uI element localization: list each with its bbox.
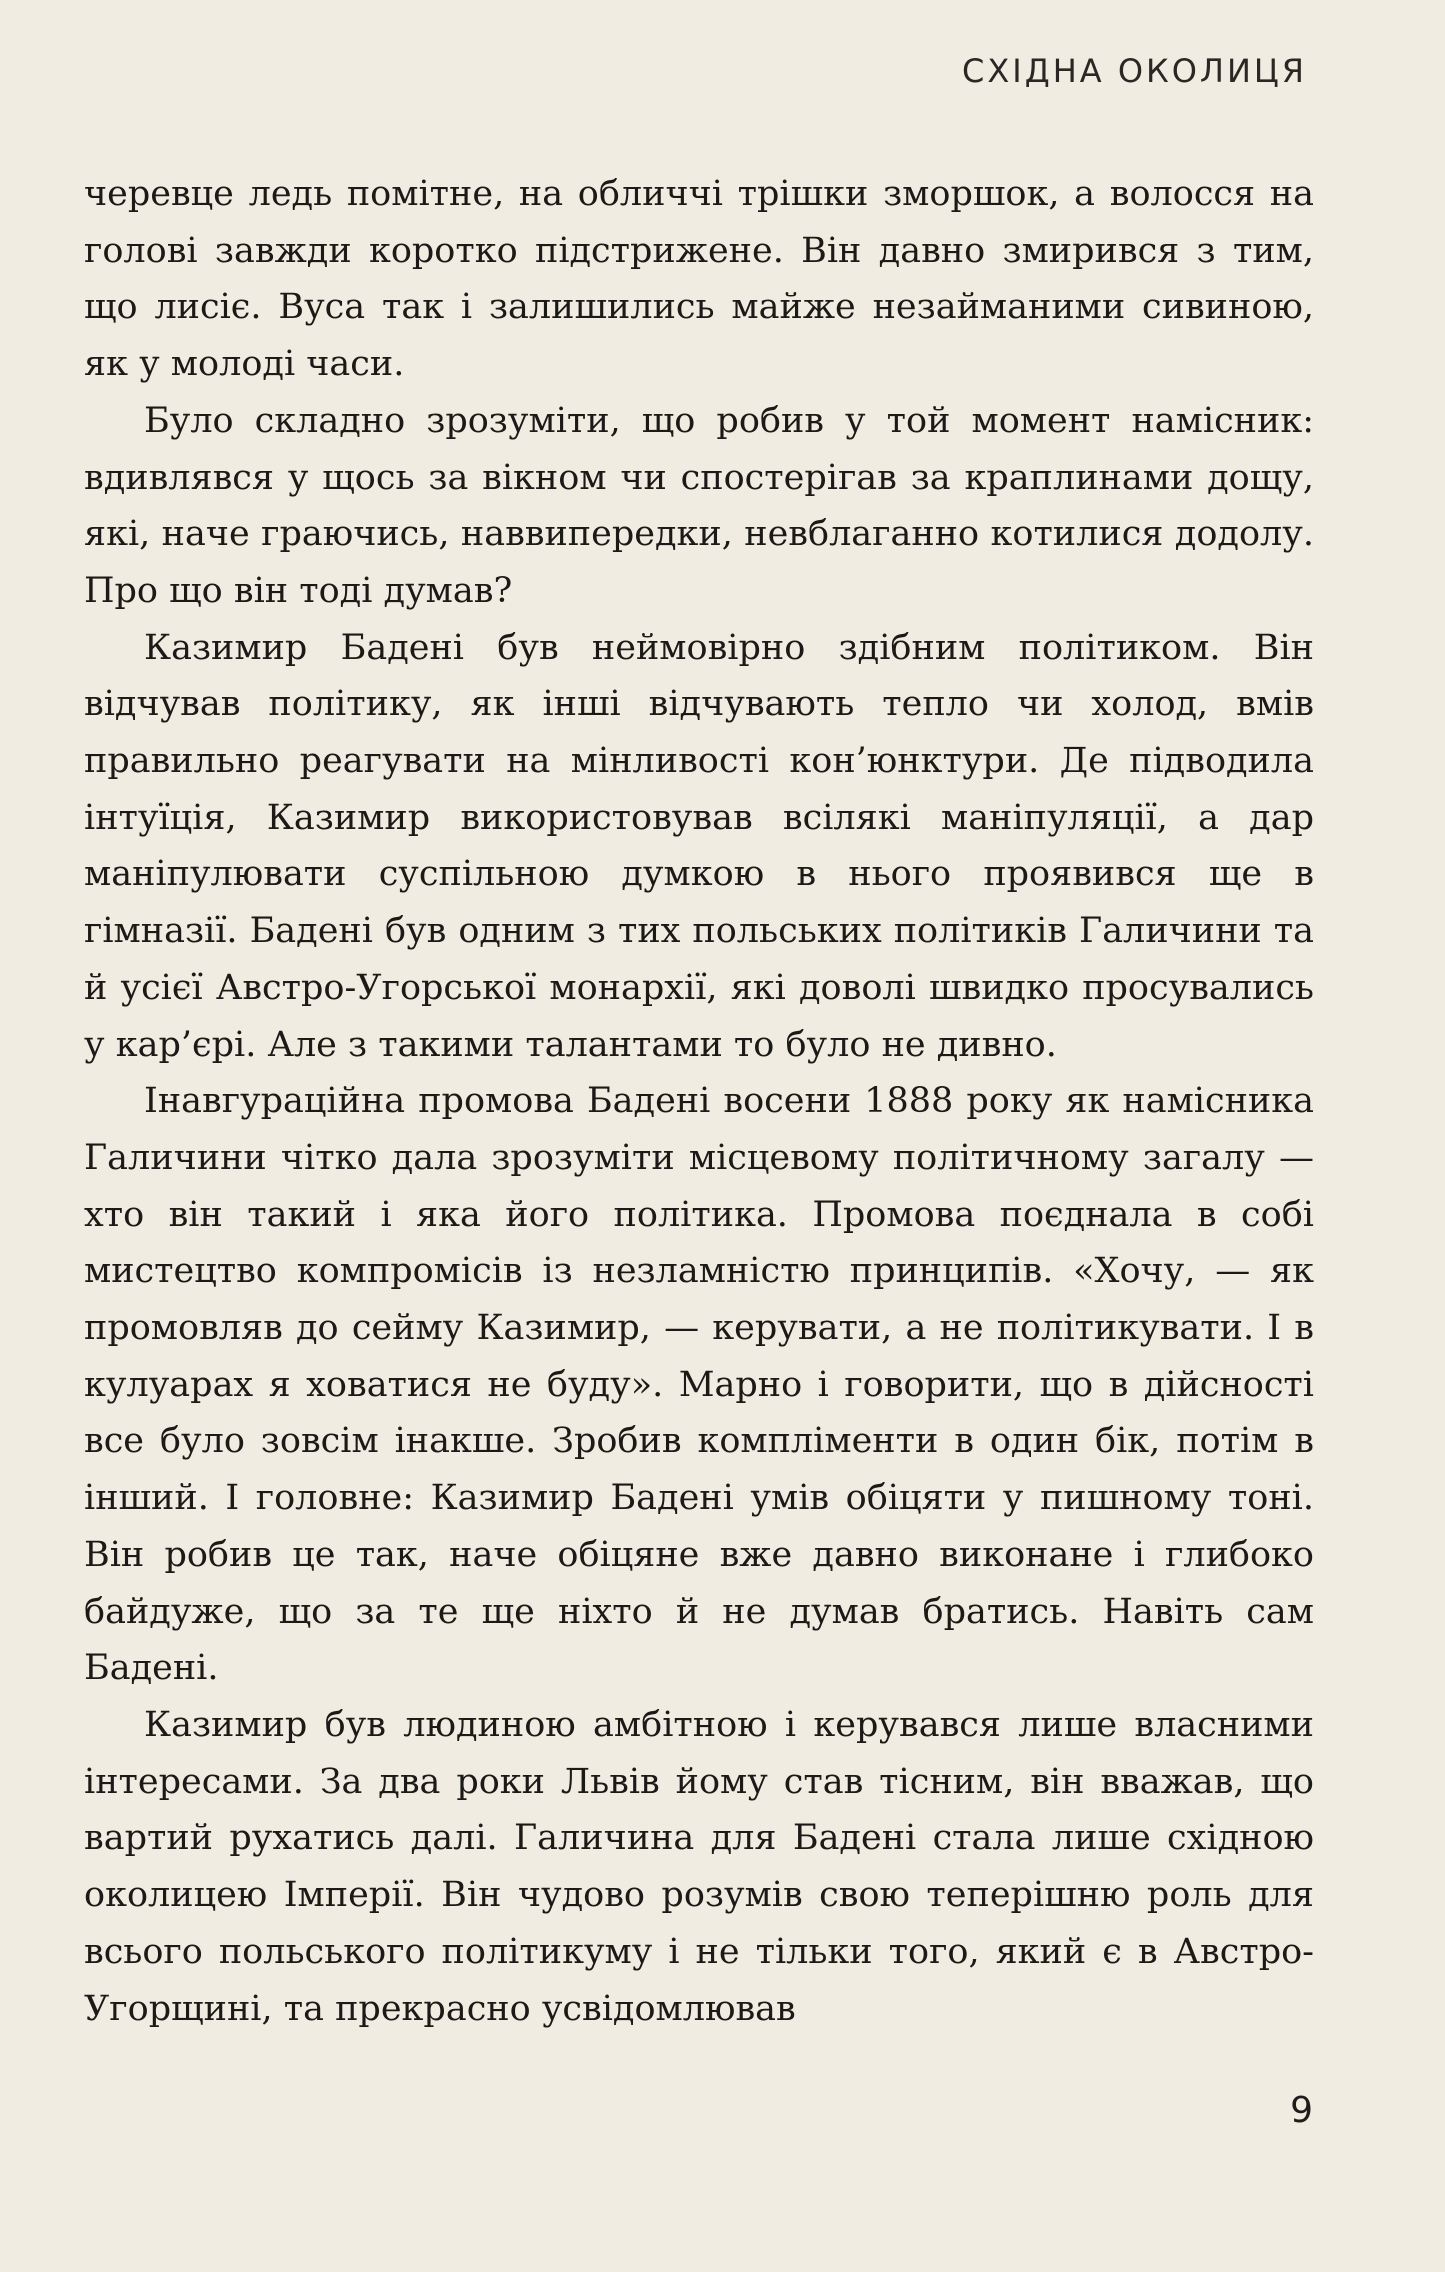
paragraph: Інавгураційна промова Бадені восени 1888 року як намісника Галичини чітко дала зрозуміти місцевому політичному загалу — хто він такий і яка його політика. Промова поєднала в собі мистецтво компромісів із незламністю принципів. «Хочу, — як промовляв до сейму Казимир, — керувати, а не політикувати. І в кулуарах я ховатися не буду». Марно і говорити, що в дійсності все було зовсім інакше. Зробив компліменти в один бік, потім в інший. І головне: Казимир Бадені умів обіцяти у пишному тоні. Він робив це так, наче обіцяне вже давно виконане і глибоко байдуже, що за те ще ніхто й не думав братись. Навіть сам Бадені. xyxy=(84,1081,1314,1689)
paragraph-continued: черевце ледь помітне, на обличчі трішки зморшок, а волосся на голові завжди коротко підстрижене. Він давно змирився з тим, що лисіє. Вуса так і залишились майже незайманими сивиною, як у молоді часи. xyxy=(84,174,1314,385)
body-text xyxy=(84,166,1314,2037)
paragraph: Було складно зрозуміти, що робив у той момент намісник: вдивлявся у щось за вікном чи спостерігав за краплинами дощу, які, наче граючись, наввипередки, невблаганно котилися додолу. Про що він тоді думав? xyxy=(84,400,1314,611)
paragraph: Казимир Бадені був неймовірно здібним політиком. Він відчував політику, як інші відчувають тепло чи холод, вмів правильно реагувати на мінливості кон’юнктури. Де підводила інтуїція, Казимир використовував всілякі маніпуляції, а дар маніпулювати суспільною думкою в нього проявився ще в гімназії. Бадені був одним з тих польських політиків Галичини та й усієї Австро-Угорської монархії, які доволі швидко просувались у кар’єрі. Але з такими талантами то було не дивно. xyxy=(84,627,1314,1065)
paragraph: Казимир був людиною амбітною і керувався лише власними інтересами. За два роки Львів йому став тісним, він вважав, що вартий рухатись далі. Галичина для Бадені стала лише східною околицею Імперії. Він чудово розумів свою теперішню роль для всього польського політикуму і не тільки того, який є в Австро-Угорщині, та прекрасно усвідомлював xyxy=(84,1704,1314,2029)
running-head: СХІДНА ОКОЛИЦЯ xyxy=(962,52,1307,90)
page-number: 9 xyxy=(1290,2090,1313,2131)
